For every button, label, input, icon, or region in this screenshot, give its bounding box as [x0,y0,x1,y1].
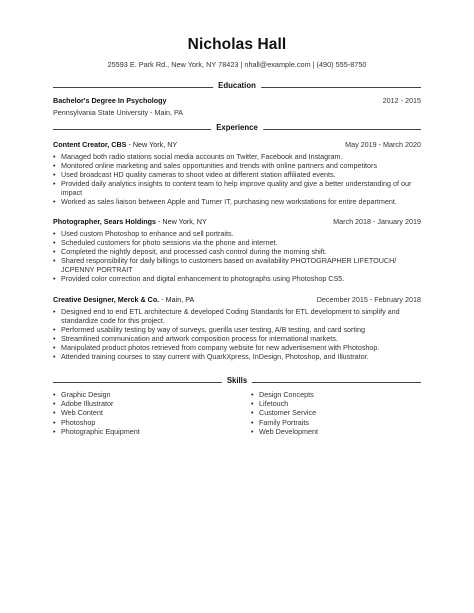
degree: Bachelor's Degree In Psychology [53,96,167,105]
skill-item: • Graphic Design [53,390,140,399]
education-dates: 2012 - 2015 [382,96,421,105]
bullet-item: • Monitored online marketing and sales opportunities and trends with online partners and competitors [53,161,413,170]
skills-list-right [251,390,318,436]
bullet-item: • Used broadcast HD quality cameras to shoot video at different station affiliated events. [53,170,413,179]
candidate-name: Nicholas Hall [187,36,287,53]
skills-list-left [53,390,140,436]
skill-item: • Customer Service [251,408,318,417]
job-location: - Main, PA [159,295,195,304]
skill-item: • Adobe Illustrator [53,399,140,408]
bullet-item: • Performed usability testing by way of surveys, guerilla user testing, A/B testing, and card sorting [53,325,413,334]
job-location: - New York, NY [126,140,178,149]
bullet-item: • Provided daily analytics insights to content team to help improve quality and give a better understanding of our impact [53,179,413,197]
skill-item: • Web Development [251,427,318,436]
bullet-item: • Designed end to end ETL architecture & developed Coding Standards for ETL development to simplify and standardize code for this project. [53,307,413,325]
job-title: Content Creator, CBS [53,140,127,149]
skills-heading: Skills [222,376,252,385]
skill-item: • Family Portraits [251,418,318,427]
education-section-header [53,82,421,92]
bullet-item: • Worked as sales liaison between Apple and Turner IT, purchasing new workstations for entire department. [53,197,413,206]
skills-section-header [53,377,421,387]
school: Pennsylvania State University - Main, PA [53,108,184,117]
skill-item: • Web Content [53,408,140,417]
bullet-item: • Managed both radio stations social media accounts on Twitter, Facebook and Instagram. [53,152,413,161]
bullet-item: • Streamlined communication and artwork composition process for international markets. [53,334,413,343]
job-dates: March 2018 - January 2019 [333,217,421,226]
bullet-item: • Shared responsibility for daily billings to customers based on availability PHOTOGRAPHER LIFETOUCH/ JCPENNY PORTRAIT [53,256,413,274]
experience-heading: Experience [211,123,263,132]
bullet-item: • Used custom Photoshop to enhance and sell portraits. [53,229,413,238]
experience-section-header [53,124,421,134]
job-bullets [53,229,413,284]
skill-item: • Photographic Equipment [53,427,140,436]
skill-item: • Lifetouch [251,399,318,408]
skill-item: • Design Concepts [251,390,318,399]
job-title: Creative Designer, Merck & Co. [53,295,160,304]
bullet-item: • Scheduled customers for photo sessions via the phone and internet. [53,238,413,247]
education-heading: Education [213,81,261,90]
bullet-item: • Attended training courses to stay current with QuarkXpress, InDesign, Photoshop, and Illustrator. [53,352,413,361]
job-location: - New York, NY [156,217,207,226]
job-dates: December 2015 - February 2018 [316,295,421,304]
skill-item: • Photoshop [53,418,140,427]
job-title: Photographer, Sears Holdings [53,217,157,226]
job-bullets [53,152,413,207]
contact-line: 25593 E. Park Rd., New York, NY 78423 | nhall@example.com | (490) 555-8750 [107,60,367,69]
bullet-item: • Completed the nightly deposit, and processed cash control during the morning shift. [53,247,413,256]
bullet-item: • Manipulated product photos retrieved from company website for new advertisement with Photoshop. [53,343,413,352]
job-dates: May 2019 - March 2020 [345,140,421,149]
bullet-item: • Provided color correction and digital enhancement to photographs using Photoshop CS5. [53,274,413,283]
job-bullets [53,307,413,362]
